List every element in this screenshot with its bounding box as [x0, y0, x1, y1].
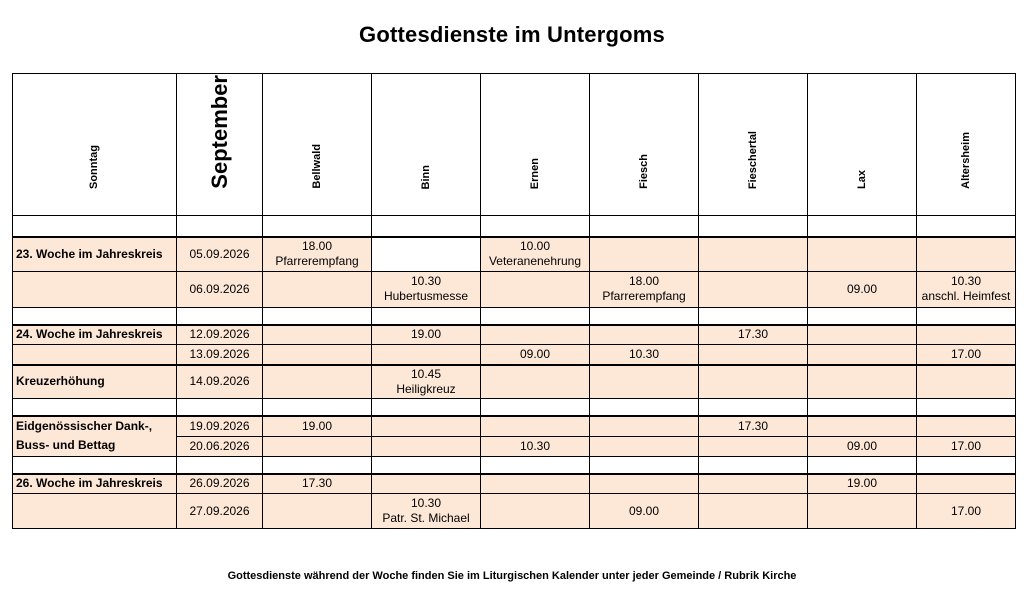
sunday-cell: 24. Woche im Jahreskreis — [13, 325, 177, 345]
binn-cell — [372, 237, 481, 271]
table-row — [13, 271, 1016, 307]
table-row — [13, 365, 1016, 399]
header-ernen: Ernen — [481, 74, 590, 216]
header-binn: Binn — [372, 74, 481, 216]
altersheim-cell — [917, 237, 1016, 271]
date-cell: 27.09.2026 — [177, 494, 263, 529]
table-row — [13, 325, 1016, 345]
lax-cell — [808, 325, 917, 345]
fieschertal-cell — [699, 436, 808, 456]
altersheim-cell — [917, 416, 1016, 436]
ernen-cell — [481, 271, 590, 307]
binn-cell — [372, 474, 481, 494]
lax-cell — [808, 237, 917, 271]
lax-cell — [808, 365, 917, 399]
date-cell: 06.09.2026 — [177, 271, 263, 307]
altersheim-cell — [917, 474, 1016, 494]
bellwald-cell — [263, 325, 372, 345]
fiesch-cell: 09.00 — [590, 494, 699, 529]
altersheim-cell: 17.00 — [917, 345, 1016, 365]
date-cell: 19.09.2026 — [177, 416, 263, 436]
binn-cell: 10.30 Patr. St. Michael — [372, 494, 481, 529]
table-row — [13, 436, 1016, 456]
table-row — [13, 416, 1016, 436]
table-spacer — [13, 216, 1016, 238]
ernen-cell: 10.00 Veteranenehrung — [481, 237, 590, 271]
table-spacer — [13, 307, 1016, 325]
ernen-cell: 09.00 — [481, 345, 590, 365]
date-cell: 12.09.2026 — [177, 325, 263, 345]
fieschertal-cell — [699, 345, 808, 365]
page-title: Gottesdienste im Untergoms — [359, 22, 665, 47]
fieschertal-cell — [699, 474, 808, 494]
sunday-cell: 26. Woche im Jahreskreis — [13, 474, 177, 494]
fiesch-cell — [590, 365, 699, 399]
bellwald-cell: 18.00 Pfarrerempfang — [263, 237, 372, 271]
lax-cell: 09.00 — [808, 436, 917, 456]
bellwald-cell — [263, 365, 372, 399]
fieschertal-cell — [699, 237, 808, 271]
lax-cell — [808, 345, 917, 365]
binn-cell: 10.30 Hubertusmesse — [372, 271, 481, 307]
altersheim-cell — [917, 325, 1016, 345]
ernen-cell — [481, 365, 590, 399]
binn-cell — [372, 436, 481, 456]
sunday-cell: 23. Woche im Jahreskreis — [13, 237, 177, 271]
bellwald-cell: 17.30 — [263, 474, 372, 494]
sunday-cell: Kreuzerhöhung — [13, 365, 177, 399]
header-sunday: Sonntag — [13, 74, 177, 216]
fiesch-cell — [590, 436, 699, 456]
bellwald-cell — [263, 271, 372, 307]
fiesch-cell: 18.00 Pfarrerempfang — [590, 271, 699, 307]
ernen-cell: 10.30 — [481, 436, 590, 456]
altersheim-cell: 10.30 anschl. Heimfest — [917, 271, 1016, 307]
header-altersheim: Altersheim — [917, 74, 1016, 216]
bellwald-cell: 19.00 — [263, 416, 372, 436]
fiesch-cell — [590, 237, 699, 271]
table-row — [13, 494, 1016, 529]
lax-cell: 19.00 — [808, 474, 917, 494]
header-month: September — [177, 74, 263, 216]
header-bellwald: Bellwald — [263, 74, 372, 216]
fiesch-cell — [590, 474, 699, 494]
lax-cell: 09.00 — [808, 271, 917, 307]
date-cell: 14.09.2026 — [177, 365, 263, 399]
fieschertal-cell: 17.30 — [699, 325, 808, 345]
ernen-cell — [481, 416, 590, 436]
binn-cell: 19.00 — [372, 325, 481, 345]
altersheim-cell: 17.00 — [917, 494, 1016, 529]
bellwald-cell — [263, 436, 372, 456]
fiesch-cell: 10.30 — [590, 345, 699, 365]
header-lax: Lax — [808, 74, 917, 216]
binn-cell: 10.45 Heiligkreuz — [372, 365, 481, 399]
fieschertal-cell — [699, 271, 808, 307]
fiesch-cell — [590, 416, 699, 436]
binn-cell — [372, 416, 481, 436]
schedule-table — [12, 73, 1016, 529]
table-spacer — [13, 399, 1016, 417]
table-row — [13, 237, 1016, 271]
footer-note: Gottesdienste während der Woche finden Sie im Liturgischen Kalender unter jeder Gemeinde / Rubrik Kirche — [227, 570, 797, 582]
ernen-cell — [481, 474, 590, 494]
table-spacer — [13, 456, 1016, 474]
fieschertal-cell — [699, 494, 808, 529]
fieschertal-cell: 17.30 — [699, 416, 808, 436]
fiesch-cell — [590, 325, 699, 345]
lax-cell — [808, 494, 917, 529]
header-fiesch: Fiesch — [590, 74, 699, 216]
sunday-cell — [13, 345, 177, 365]
fieschertal-cell — [699, 365, 808, 399]
sunday-cell — [13, 494, 177, 529]
header-fieschertal: Fieschertal — [699, 74, 808, 216]
header-row — [13, 74, 1016, 216]
altersheim-cell: 17.00 — [917, 436, 1016, 456]
bellwald-cell — [263, 345, 372, 365]
sunday-cell — [13, 271, 177, 307]
date-cell: 26.09.2026 — [177, 474, 263, 494]
date-cell: 05.09.2026 — [177, 237, 263, 271]
ernen-cell — [481, 494, 590, 529]
table-row — [13, 345, 1016, 365]
sunday-cell: Eidgenössischer Dank-, — [13, 416, 177, 436]
table-row — [13, 474, 1016, 494]
binn-cell — [372, 345, 481, 365]
date-cell: 20.06.2026 — [177, 436, 263, 456]
sunday-cell: Buss- und Bettag — [13, 436, 177, 456]
altersheim-cell — [917, 365, 1016, 399]
lax-cell — [808, 416, 917, 436]
bellwald-cell — [263, 494, 372, 529]
date-cell: 13.09.2026 — [177, 345, 263, 365]
ernen-cell — [481, 325, 590, 345]
